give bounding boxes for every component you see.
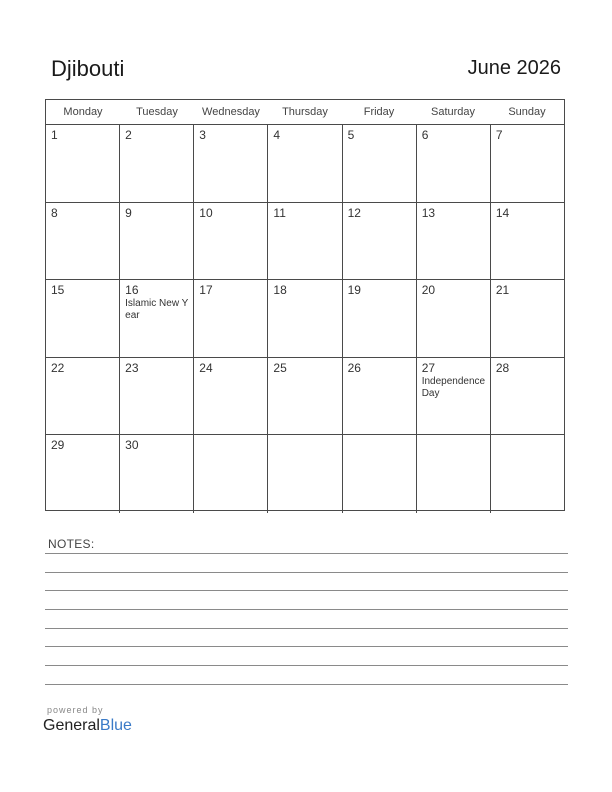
day-cell (417, 358, 491, 435)
day-number: 16 (125, 283, 139, 298)
day-cell (194, 203, 268, 280)
day-number: 26 (347, 360, 361, 375)
calendar-country-title: Djibouti (51, 56, 125, 81)
weekday-saturday: Saturday (430, 106, 476, 118)
day-number: 23 (125, 360, 139, 375)
day-number: 24 (199, 360, 213, 375)
day-number: 27 (421, 360, 436, 375)
day-number: 12 (347, 205, 361, 220)
day-cell (491, 125, 564, 202)
notes-line (45, 572, 568, 573)
day-cell (491, 358, 564, 435)
week-row (46, 280, 564, 358)
day-cell (417, 203, 491, 280)
day-cell (417, 435, 491, 513)
day-cell (120, 125, 194, 202)
notes-line (45, 665, 568, 666)
notes-line (45, 590, 568, 591)
day-cell (417, 280, 491, 357)
notes-line (45, 628, 568, 629)
day-cell (268, 358, 342, 435)
day-number: 22 (51, 360, 65, 375)
week-row (46, 125, 564, 203)
powered-by-text: powered by (47, 705, 104, 715)
day-cell (268, 280, 342, 357)
day-cell (343, 435, 417, 513)
day-cell (343, 125, 417, 202)
day-number: 14 (495, 205, 510, 220)
day-number: 13 (421, 205, 436, 220)
generalblue-logo[interactable] (43, 717, 132, 735)
day-number: 3 (199, 128, 206, 142)
day-cell (491, 280, 564, 357)
day-number: 20 (421, 283, 436, 298)
notes-label: NOTES: (48, 537, 95, 551)
day-cell (491, 203, 564, 280)
day-number: 25 (273, 360, 287, 375)
day-number: 28 (495, 360, 510, 375)
day-number: 8 (51, 205, 58, 220)
day-cell (120, 435, 194, 513)
day-cell (268, 125, 342, 202)
day-cell (194, 358, 268, 435)
day-cell (120, 358, 194, 435)
day-number: 4 (273, 128, 281, 142)
day-cell (343, 203, 417, 280)
day-number: 7 (495, 128, 503, 142)
day-number: 29 (51, 438, 65, 453)
day-cell (268, 203, 342, 280)
week-row (46, 203, 564, 281)
weekday-header-row (46, 100, 564, 125)
day-number: 5 (347, 128, 355, 142)
day-number: 9 (125, 205, 132, 220)
day-cell (120, 280, 194, 357)
day-cell (46, 435, 120, 513)
notes-line (45, 553, 568, 554)
day-cell (417, 125, 491, 202)
week-row (46, 358, 564, 436)
day-number: 15 (51, 283, 65, 298)
weekday-wednesday: Wednesday (202, 106, 260, 118)
day-cell (268, 435, 342, 513)
logo-general-text: General (43, 717, 100, 734)
day-cell (46, 280, 120, 357)
notes-line (45, 684, 568, 685)
day-number: 2 (125, 128, 132, 142)
day-number: 17 (199, 283, 213, 298)
weekday-sunday: Sunday (508, 106, 546, 118)
day-number: 18 (273, 283, 287, 298)
day-cell (343, 280, 417, 357)
day-number: 19 (347, 283, 361, 298)
notes-line (45, 609, 568, 610)
day-number: 11 (273, 205, 286, 220)
day-cell (46, 203, 120, 280)
day-number: 30 (125, 438, 139, 453)
day-cell (46, 358, 120, 435)
weekday-thursday: Thursday (282, 106, 328, 118)
calendar-month-title: June 2026 (467, 57, 561, 79)
day-number: 1 (51, 128, 58, 142)
notes-line (45, 646, 568, 647)
weekday-monday: Monday (63, 106, 103, 118)
day-cell (194, 125, 268, 202)
logo-blue-text: Blue (99, 717, 132, 734)
day-cell (120, 203, 194, 280)
weekday-tuesday: Tuesday (136, 106, 178, 118)
calendar-grid (45, 99, 565, 511)
day-cell (46, 125, 120, 202)
holiday-label: Independence Day (421, 375, 486, 399)
day-cell (491, 435, 564, 513)
day-cell (194, 280, 268, 357)
holiday-label: Islamic New Year (125, 298, 189, 322)
week-row (46, 435, 564, 513)
day-cell (343, 358, 417, 435)
day-cell (194, 435, 268, 513)
day-number: 21 (495, 283, 510, 298)
day-number: 10 (199, 205, 213, 220)
day-number: 6 (421, 128, 429, 142)
weekday-friday: Friday (363, 106, 395, 118)
